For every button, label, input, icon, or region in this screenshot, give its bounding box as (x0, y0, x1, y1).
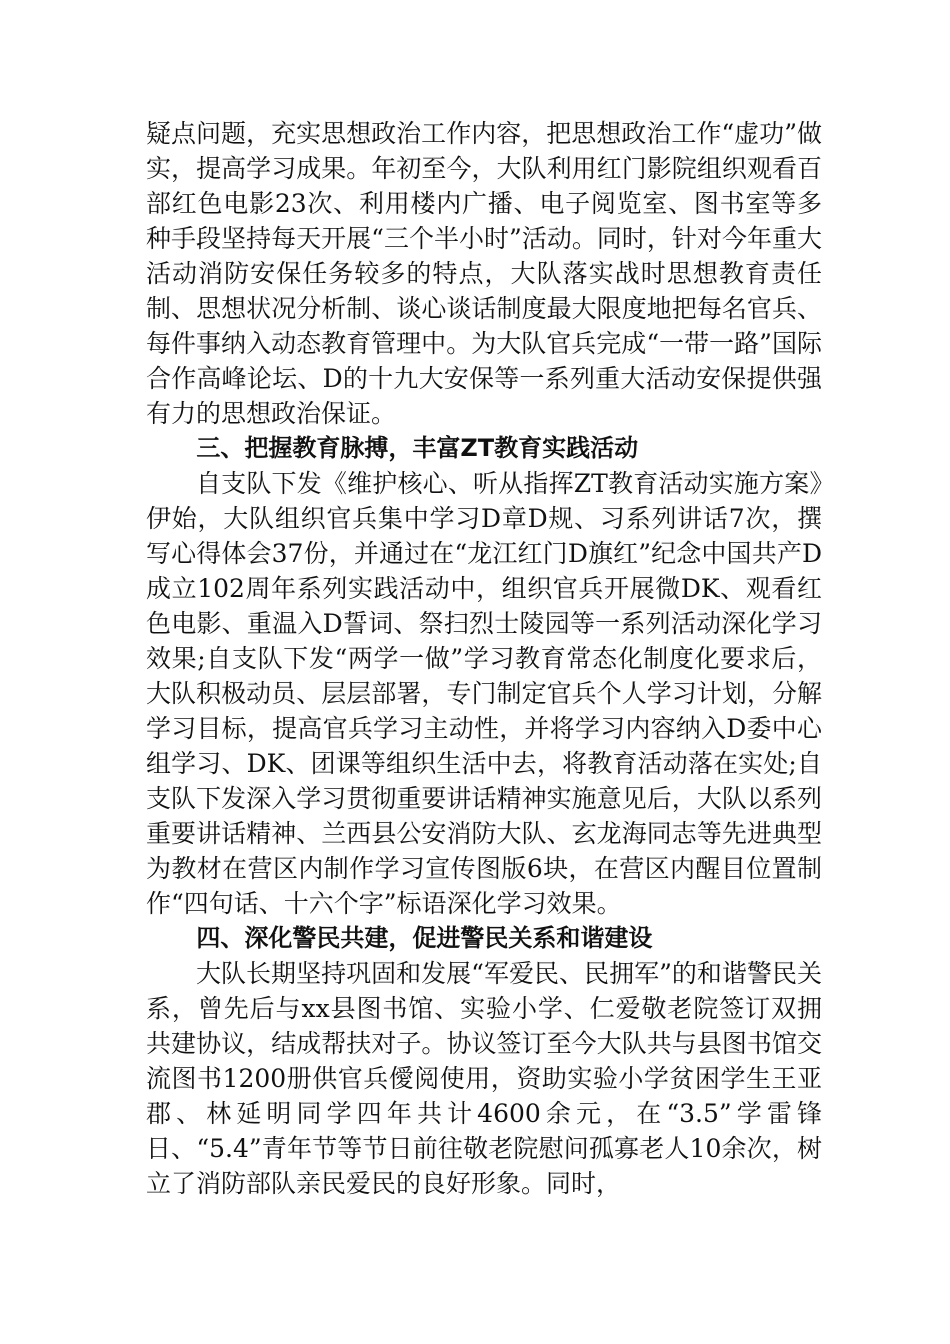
section-heading-3: 三、把握教育脉搏，丰富ZT教育实践活动 (196, 434, 639, 462)
paragraph-education-activities: 自支队下发《维护核心、听从指挥ZT教育活动实施方案》伊始，大队组织官兵集中学习D章D规、习系列讲话7次，撰写心得体会37份，并通过在“龙江红门D旗红”纪念中国共产D成立102周年系列实践活动中，组织官兵开展微DK、观看红色电影、重温入D誓词、祭扫烈士陵园等一系列活动深化学习效果;自支队下发“两学一做”学习教育常态化制度化要求后，大队积极动员、层层部署，专门制定官兵个人学习计划，分解学习目标，提高官兵学习主动性，并将学习内容纳入D委中心组学习、DK、团课等组织生活中去，将教育活动落在实处;自支队下发深入学习贯彻重要讲话精神实施意见后，大队以系列重要讲话精神、兰西县公安消防大队、玄龙海同志等先进典型为教材在营区内制作学习宣传图版6块，在营区内醒目位置制作“四句话、十六个字”标语深化学习效果。 (146, 469, 822, 918)
document-page (146, 116, 822, 1201)
paragraph-ideological-work: 疑点问题，充实思想政治工作内容，把思想政治工作“虚功”做实，提高学习成果。年初至今，大队利用红门影院组织观看百部红色电影23次、利用楼内广播、电子阅览室、图书室等多种手段坚持每天开展“三个半小时”活动。同时，针对今年重大活动消防安保任务较多的特点，大队落实战时思想教育责任制、思想状况分析制、谈心谈话制度最大限度地把每名官兵、每件事纳入动态教育管理中。为大队官兵完成“一带一路”国际合作高峰论坛、D的十九大安保等一系列重大活动安保提供强有力的思想政治保证。 (146, 119, 822, 428)
section-heading-4: 四、深化警民共建，促进警民关系和谐建设 (196, 924, 653, 952)
paragraph-police-civilian: 大队长期坚持巩固和发展“军爱民、民拥军”的和谐警民关系，曾先后与xx县图书馆、实验小学、仁爱敬老院签订双拥共建协议，结成帮扶对子。协议签订至今大队共与县图书馆交流图书1200册供官兵僾阅使用，资助实验小学贫困学生王亚郡、林延明同学四年共计4600余元，在“3.5”学雷锋日、“5.4”青年节等节日前往敬老院慰问孤寡老人10余次，树立了消防部队亲民爱民的良好形象。同时， (146, 959, 822, 1198)
